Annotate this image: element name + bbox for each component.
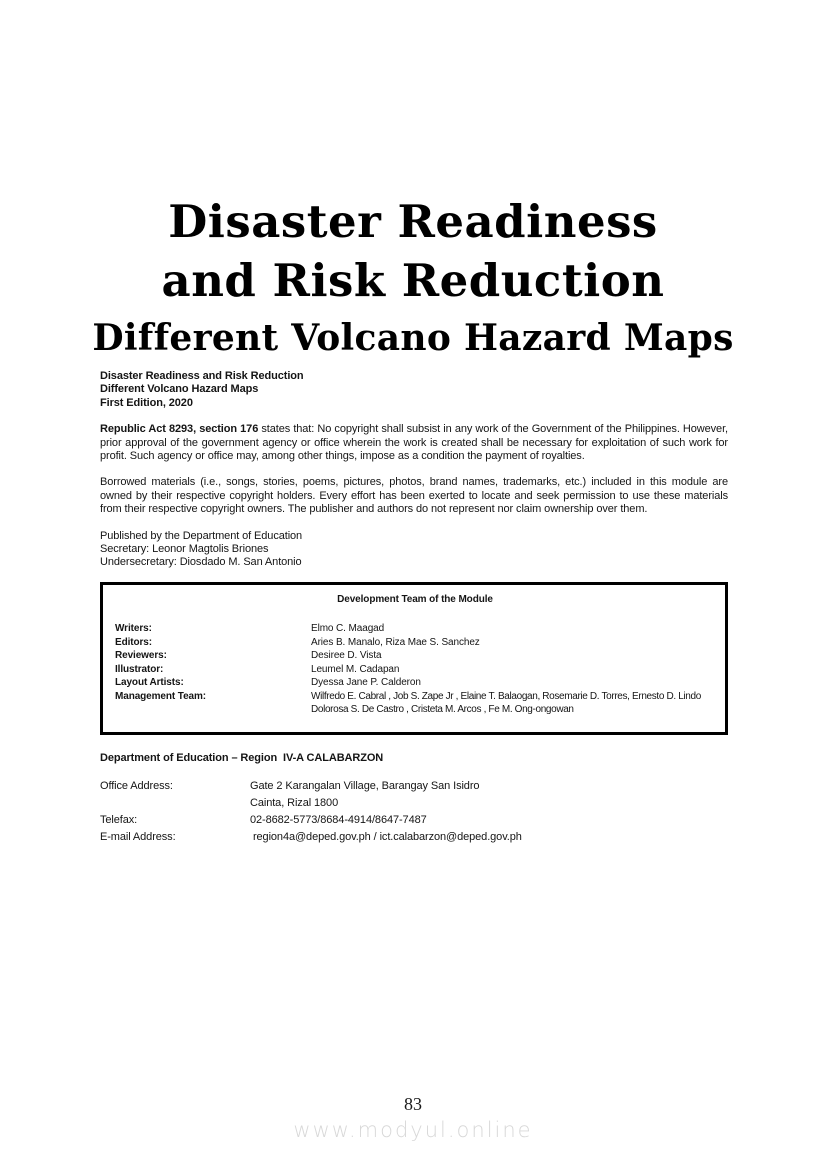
- contact-row-telefax: [100, 812, 728, 829]
- contact-label: Office Address:: [100, 780, 173, 793]
- contact-row-office-address: [100, 778, 728, 795]
- team-row-management-team: [115, 690, 715, 717]
- region-office-heading: Department of Education – Region IV-A CALABARZON: [100, 751, 384, 764]
- team-row-value: [311, 690, 715, 717]
- contact-value: Cainta, Rizal 1800: [250, 797, 339, 810]
- published-by-line: Published by the Department of Education: [100, 529, 303, 542]
- team-row-writers: [115, 622, 715, 636]
- republic-act-citation: Republic Act 8293, section 176: [100, 423, 259, 436]
- watermark-text: www.modyul.online: [293, 1118, 533, 1142]
- team-row-value: Dyessa Jane P. Calderon: [311, 677, 421, 689]
- team-row-label: Writers:: [115, 623, 152, 635]
- team-row-label: Illustrator:: [115, 663, 164, 675]
- contact-value: Gate 2 Karangalan Village, Barangay San Isidro: [250, 780, 480, 793]
- contact-label: [100, 795, 250, 812]
- contact-value: 02-8682-5773/8684-4914/8647-7487: [250, 814, 427, 827]
- page-number: 83: [404, 1094, 422, 1114]
- development-team-box: [100, 582, 728, 735]
- team-row-illustrator: [115, 663, 715, 677]
- title-block: [0, 0, 826, 360]
- contact-value: region4a@deped.gov.ph / ict.calabarzon@deped.gov.ph: [250, 831, 522, 844]
- development-team-header: Development Team of the Module: [337, 593, 493, 605]
- republic-act-paragraph: [100, 423, 728, 463]
- publisher-block: [100, 530, 728, 570]
- team-row-value: Elmo C. Maagad: [311, 623, 385, 635]
- team-row-layout-artists: [115, 676, 715, 690]
- team-row-label: Reviewers:: [115, 650, 167, 662]
- management-team-line-2: Dolorosa S. De Castro , Cristeta M. Arcos , Fe M. Ong-ongowan: [311, 704, 574, 716]
- team-row-value: Leumel M. Cadapan: [311, 663, 400, 675]
- page-footer: [0, 1094, 826, 1142]
- management-team-line-1: Wilfredo E. Cabral , Job S. Zape Jr , Elaine T. Balaogan, Rosemarie D. Torres, Ernesto D. Lindo: [311, 690, 701, 702]
- team-row-label: Layout Artists:: [115, 677, 184, 689]
- contact-row-address-line-2: [100, 795, 728, 812]
- secretary-line: Secretary: Leonor Magtolis Briones: [100, 543, 269, 556]
- contact-block: [100, 778, 728, 846]
- team-row-label: Editors:: [115, 636, 152, 648]
- module-title-line-1: Disaster Readiness: [168, 195, 658, 248]
- contact-label: E-mail Address:: [100, 831, 176, 844]
- team-row-reviewers: [115, 649, 715, 663]
- contact-label: Telefax:: [100, 814, 138, 827]
- edition-meta-block: [100, 370, 728, 410]
- content-column: [100, 370, 728, 846]
- team-row-editors: [115, 636, 715, 650]
- undersecretary-line: Undersecretary: Diosdado M. San Antonio: [100, 556, 302, 569]
- team-row-value: Desiree D. Vista: [311, 650, 382, 662]
- module-title-line-2: and Risk Reduction: [161, 254, 665, 307]
- meta-line-subtitle: Different Volcano Hazard Maps: [100, 383, 259, 396]
- team-row-label: Management Team:: [115, 690, 207, 702]
- republic-act-text: states that: No copyright shall subsist in any work of the Government of the Philippines. However, prior approval of the government agency or office wherein the work is created shall be necessary for exploitation of such work for profit. Such agency or office may, among other things, impose as a condition the payment of royalties.: [100, 423, 728, 463]
- meta-line-title: Disaster Readiness and Risk Reduction: [100, 370, 304, 382]
- borrowed-materials-paragraph: Borrowed materials (i.e., songs, stories, poems, pictures, photos, brand names, trademarks, etc.) included in this module are owned by their respective copyright holders. Every effort has been exerted to locate and seek permission to use these materials from their respective copyright owners. The publisher and authors do not represent nor claim ownership over them.: [100, 476, 728, 516]
- module-subtitle: Different Volcano Hazard Maps: [92, 317, 734, 359]
- contact-row-email: [100, 829, 728, 846]
- team-row-value: Aries B. Manalo, Riza Mae S. Sanchez: [311, 636, 480, 648]
- meta-line-edition: First Edition, 2020: [100, 396, 193, 409]
